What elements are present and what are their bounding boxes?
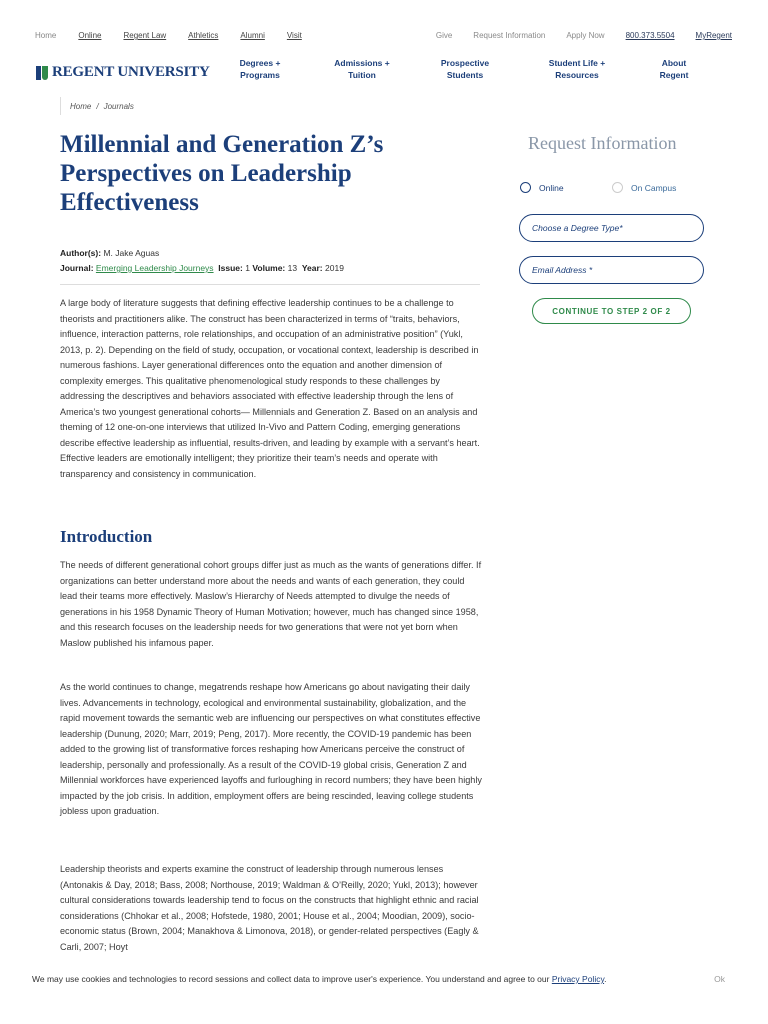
utility-link-home[interactable]: Home <box>35 31 57 40</box>
logo-text: REGENT UNIVERSITY <box>52 64 210 80</box>
utility-link-request-information[interactable]: Request Information <box>473 31 546 40</box>
utility-left-links <box>35 31 324 40</box>
utility-link-visit[interactable]: Visit <box>286 31 302 40</box>
radio-on-campus-circle[interactable] <box>612 182 623 193</box>
journal-label: Journal: <box>60 263 94 273</box>
shield-icon <box>36 66 48 80</box>
continue-button[interactable]: CONTINUE TO STEP 2 OF 2 <box>532 298 691 324</box>
nav-item-label: Tuition <box>348 69 376 80</box>
issue-value: 1 <box>245 263 250 273</box>
page-title <box>60 130 460 217</box>
radio-online-circle[interactable] <box>520 182 531 193</box>
privacy-policy-link[interactable]: Privacy Policy <box>551 974 605 984</box>
utility-link-myregent[interactable]: MyRegent <box>695 31 732 40</box>
nav-item-about-regent[interactable] <box>629 58 719 81</box>
breadcrumb-current[interactable]: Journals <box>103 102 134 111</box>
nav-item-label: Resources <box>555 69 599 80</box>
nav-item-student-life-resources[interactable] <box>532 58 622 81</box>
nav-item-label: About <box>661 58 687 68</box>
utility-link-phone[interactable]: 800.373.5504 <box>625 31 675 40</box>
intro-paragraph-1: The needs of different generational cohort groups differ just as much as the wants of generations differ. If organizations can better understand more about the needs and wants of each generation, they could lead their teams more effectively. Maslow’s Hierarchy of Needs attempted to divulge the needs of generations in his 1958 Dynamic Theory of Human Motivation; however, much has changed since 1958, and this research focuses on the leadership needs for two generations that were not yet born when Maslow published his infamous paper. <box>60 560 482 648</box>
journal-line <box>60 263 344 273</box>
intro-paragraph-3: Leadership theorists and experts examine the construct of leadership through numerous lenses (Antonakis & Day, 2018; Bass, 2008; Northouse, 2019; Waldman & O’Reilly, 2020; Yukl, 2013); however cultural considerations towards leadership tend to focus on the constructs that highlight ethnic and racial considerations (Chhokar et al., 2008; Hofstede, 1980, 2001; House et al., 2004; Moodian, 2009), socio-economic status (Brown, 2004; Manakhova & Limonova, 2018), or gender-related perspectives (Eagly & Carli, 2007; Hoyt <box>60 864 479 952</box>
issue-label: Issue: <box>218 263 243 273</box>
abstract-paragraph: A large body of literature suggests that defining effective leadership continues to be a challenge to theorists and practitioners alike. The construct has been characterized in terms of “traits, behaviors, influence, interaction patterns, role relationships, and occupation of an administrative position” (Yukl, 2013, p. 2). Depending on the field of study, occupation, or vocational context, leadership is described in numerous fashions. Layer generational differences onto the equation and another dimension of complexity emerges. This qualitative phenomenological study responds to these challenges by addressing the descriptives and behaviors associated with effective leadership through the lens of America’s two youngest generational cohorts— Millennials and Generation Z. Based on an analysis and theming of 12 one-on-one interviews that utilized In-Vivo and Pattern Coding, emerging generations describe effective leadership as influential, results-driven, and leading by example with a servant’s heart. Effective leaders are emotionally intelligent; they prioritize their team’s needs and operate with transparency and consistency in communication. <box>60 298 480 479</box>
author-label: Author(s): <box>60 248 102 258</box>
nav-item-label: Prospective <box>440 58 490 68</box>
volume-value: 13 <box>287 263 298 273</box>
main-nav <box>0 52 768 92</box>
cookie-text <box>32 974 606 984</box>
breadcrumb <box>70 102 134 111</box>
radio-on-campus[interactable] <box>612 182 676 193</box>
nav-item-prospective-students[interactable] <box>420 58 510 81</box>
cookie-message: We may use cookies and technologies to record sessions and collect data to improve user's experience. You understand and agree to our <box>32 974 552 984</box>
degree-type-placeholder: Choose a Degree Type* <box>532 223 623 233</box>
utility-link-give[interactable]: Give <box>435 31 453 40</box>
request-info-title: Request Information <box>528 133 677 153</box>
utility-link-athletics[interactable]: Athletics <box>188 31 219 40</box>
cookie-period: . <box>604 974 607 984</box>
nav-item-degrees-programs[interactable] <box>215 58 305 81</box>
utility-link-alumni[interactable]: Alumni <box>240 31 265 40</box>
intro-paragraph-2: As the world continues to change, megatrends reshape how Americans go about navigating their daily lives. Advancements in technology, ecological and environmental sustainability, globalization, and the rapid movement towards the semantic web are influencing our perspectives on what constitutes effective leadership (Dunung, 2020; Marr, 2019; Peng, 2017). More recently, the COVID-19 pandemic has been added to the growing list of transformative forces reshaping how Americans perceive the construct of leadership, personally and professionally. As a result of the COVID-19 global crisis, Generation Z and Millennial workforces have experienced layoffs and furloughing in record numbers; they have been highly impacted by the job crisis. In addition, employment offers are being rescinded, leaving college students jobless upon graduation. <box>60 682 482 816</box>
breadcrumb-divider <box>60 97 61 115</box>
radio-online[interactable] <box>520 182 564 193</box>
email-field[interactable] <box>519 256 704 284</box>
email-placeholder: Email Address * <box>532 265 593 275</box>
nav-item-admissions-tuition[interactable] <box>317 58 407 81</box>
cookie-ok-button[interactable]: Ok <box>714 974 725 984</box>
breadcrumb-separator: / <box>96 102 99 111</box>
utility-link-online[interactable]: Online <box>78 31 102 40</box>
nav-item-label: Admissions + <box>334 58 390 68</box>
title-line: Millennial and Generation Z’s <box>60 131 384 158</box>
divider <box>60 284 480 285</box>
radio-on-campus-label: On Campus <box>631 182 677 193</box>
title-line: Perspectives on Leadership <box>60 160 352 187</box>
nav-item-label: Students <box>446 69 484 80</box>
regent-logo[interactable] <box>36 64 210 81</box>
year-value: 2019 <box>325 263 344 273</box>
section-heading-introduction: Introduction <box>60 527 153 546</box>
journal-link[interactable]: Emerging Leadership Journeys <box>95 263 214 273</box>
volume-label: Volume: <box>252 263 286 273</box>
utility-bar <box>0 0 768 52</box>
title-line: Effectiveness <box>60 189 199 216</box>
nav-item-label: Degrees + <box>239 58 281 68</box>
degree-type-select[interactable] <box>519 214 704 242</box>
breadcrumb-home[interactable]: Home <box>70 102 92 111</box>
utility-link-apply-now[interactable]: Apply Now <box>566 31 605 40</box>
cookie-banner <box>0 966 768 994</box>
author-name: M. Jake Aguas <box>103 248 160 258</box>
radio-online-label: Online <box>539 182 564 193</box>
nav-item-label: Programs <box>240 69 280 80</box>
year-label: Year: <box>301 263 323 273</box>
utility-link-regent-law[interactable]: Regent Law <box>123 31 167 40</box>
nav-item-label: Student Life + <box>548 58 606 68</box>
author-line <box>60 248 159 258</box>
utility-right-links <box>415 31 732 40</box>
nav-item-label: Regent <box>659 69 689 80</box>
